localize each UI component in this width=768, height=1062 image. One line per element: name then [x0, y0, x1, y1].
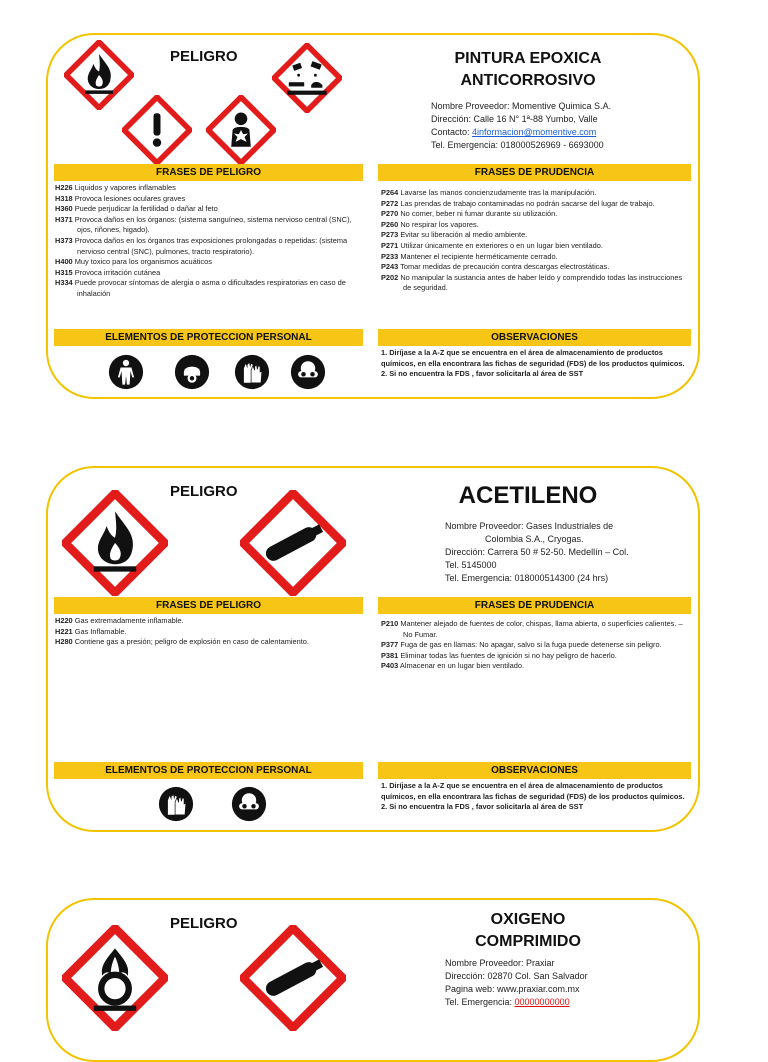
observations-header: OBSERVACIONES	[378, 329, 691, 346]
safety-label-card-acetylene	[46, 466, 700, 832]
precaution-statement: P270 No comer, beber ni fumar durante su utilización.	[381, 209, 558, 219]
precaution-statements-header: FRASES DE PRUDENCIA	[378, 164, 691, 181]
precaution-statement: P273 Evitar su liberación al medio ambiente.	[381, 230, 528, 240]
precaution-statement: P271 Utilizar únicamente en exteriores o en un lugar bien ventilado.	[381, 240, 603, 250]
product-title	[378, 909, 678, 953]
precaution-statement: P381 Eliminar todas las fuentes de ignición si no hay peligro de hacerlo.	[381, 650, 617, 660]
flame-icon	[62, 490, 168, 596]
safety-goggles-icon	[290, 354, 326, 390]
oxidizer-icon	[62, 925, 168, 1031]
supplier-name: Nombre Proveedor: Praxiar	[445, 958, 555, 968]
hazard-statement: H400 Muy toxico para los organismos acuáticos	[55, 257, 212, 267]
product-title-line2: COMPRIMIDO	[475, 933, 581, 950]
hazard-statement: H220 Gas extremadamente inflamable.	[55, 616, 184, 625]
supplier-website: Pagina web: www.praxiar.com.mx	[445, 984, 580, 994]
observation-2: 2. Si no encuentra la FDS , favor solicitarla al área de SST	[381, 369, 584, 379]
supplier-name: Nombre Proveedor: Momentive Quimica S.A.	[431, 101, 612, 111]
safety-goggles-icon	[231, 786, 267, 822]
product-title	[378, 48, 678, 92]
health-hazard-icon	[206, 95, 276, 165]
safety-label-card-epoxy	[46, 33, 700, 399]
supplier-address: Dirección: Calle 16 N° 1ª-88 Yumbo, Valle	[431, 114, 598, 124]
supplier-info	[431, 100, 611, 152]
precaution-statement: P403 Almacenar en un lugar bien ventilado.	[381, 661, 525, 671]
danger-signal-word: PELIGRO	[170, 915, 238, 932]
observation-2: 2. Si no encuentra la FDS , favor solicitarla al área de SST	[381, 802, 584, 812]
gas-cylinder-icon	[240, 925, 346, 1031]
emergency-number: 00000000000	[514, 997, 570, 1007]
precaution-statement: P272 Las prendas de trabajo contaminadas no podrán sacarse del lugar de trabajo.	[381, 198, 655, 208]
precaution-statement: P243 Tomar medidas de precaución contra descargas electrostáticas.	[381, 262, 610, 272]
observations-header: OBSERVACIONES	[378, 762, 691, 779]
supplier-contact	[431, 126, 611, 139]
observations-text	[381, 348, 693, 380]
respirator-mask-icon	[174, 354, 210, 390]
observation-1: 1. Diríjase a la A-Z que se encuentra en el área de almacenamiento de productos químicos, en ella encontrara las fichas de seguridad (FDS) de los productos químicos.	[381, 348, 685, 368]
emergency-phone: Tel. Emergencia: 018000526969 - 6693000	[431, 140, 604, 150]
hazard-statement: H280 Contiene gas a presión; peligro de explosión en caso de calentamiento.	[55, 637, 309, 647]
observations-text	[381, 781, 693, 813]
exclamation-icon	[122, 95, 192, 165]
precaution-statement: P202 No manipular la sustancia antes de haber leído y comprendido todas las instrucciones de seguridad.	[381, 272, 683, 293]
precaution-statement: P210 Mantener alejado de fuentes de color, chispas, llama abierta, o superficies calientes. – No Fumar.	[381, 619, 683, 639]
hazard-statements-header: FRASES DE PELIGRO	[54, 164, 363, 181]
hazard-statement: H360 Puede perjudicar la fertilidad o dañar al feto	[55, 204, 218, 214]
supplier-info	[445, 957, 588, 1009]
safety-label-card-oxygen	[46, 898, 700, 1062]
hazard-statement: H226 Liquidos y vapores inflamables	[55, 183, 176, 192]
emergency-phone	[445, 996, 588, 1009]
supplier-name: Nombre Proveedor: Gases Industriales de	[445, 521, 614, 531]
ppe-header: ELEMENTOS DE PROTECCION PERSONAL	[54, 762, 363, 779]
supplier-address: Dirección: Carrera 50 # 52-50. Medellín – Col.	[445, 547, 629, 557]
hazard-statement: H318 Provoca lesiones oculares graves	[55, 193, 186, 203]
danger-signal-word: PELIGRO	[170, 483, 238, 500]
product-title-line2: ANTICORROSIVO	[460, 72, 596, 89]
hazard-statements-header: FRASES DE PELIGRO	[54, 597, 363, 614]
gloves-icon	[158, 786, 194, 822]
supplier-name-cont: Colombia S.A., Cryogas.	[485, 534, 584, 544]
supplier-phone: Tel. 5145000	[445, 560, 497, 570]
emergency-label: Tel. Emergencia:	[445, 997, 515, 1007]
danger-signal-word: PELIGRO	[170, 48, 238, 65]
hazard-statement: H373 Provoca daños en los órganos tras exposiciones prolongadas o repetidas: (sistema nervioso central (SNC), pulmones, tracto respiratorio).	[55, 235, 348, 256]
hazard-statement: H315 Provoca irritación cutánea	[55, 267, 161, 277]
product-title-line1: OXIGENO	[490, 911, 566, 928]
contact-email-link[interactable]: 4informacion@momentive.com	[472, 127, 597, 137]
observation-1: 1. Diríjase a la A-Z que se encuentra en el área de almacenamiento de productos químicos, en ella encontrara las fichas de seguridad (FDS) de los productos químicos.	[381, 781, 685, 801]
gas-cylinder-icon	[240, 490, 346, 596]
contact-label: Contacto:	[431, 127, 473, 137]
hazard-statement: H371 Provoca daños en los órganos: (sistema sanguíneo, sistema nervioso central (SNC), ojos, riñones, higado).	[55, 214, 352, 235]
supplier-info	[445, 520, 629, 585]
corrosion-icon	[272, 43, 342, 113]
hazard-statement: H221 Gas Inflamable.	[55, 626, 127, 636]
precaution-statements-list	[381, 188, 689, 294]
hazard-statement: H334 Puede provocar síntomas de alergia o asma o dificultades respiratorias en caso de inhalación	[55, 278, 346, 298]
product-title-line1: PINTURA EPOXICA	[454, 50, 602, 67]
precaution-statements-header: FRASES DE PRUDENCIA	[378, 597, 691, 614]
hazard-statements-list	[55, 616, 360, 648]
hazard-statements-list	[55, 183, 360, 300]
precaution-statement: P377 Fuga de gas en llamas: No apagar, salvo si la fuga puede detenerse sin peligro.	[381, 640, 662, 650]
precaution-statement: P260 No respirar los vapores.	[381, 219, 479, 229]
supplier-address: Dirección: 02870 Col. San Salvador	[445, 971, 588, 981]
precaution-statement: P264 Lavarse las manos concienzudamente tras la manipulación.	[381, 188, 597, 197]
precaution-statement: P233 Mantener el recipiente herméticamente cerrado.	[381, 251, 558, 261]
ppe-header: ELEMENTOS DE PROTECCION PERSONAL	[54, 329, 363, 346]
protective-suit-icon	[108, 354, 144, 390]
product-title: ACETILENO	[458, 482, 598, 509]
emergency-phone: Tel. Emergencia: 018000514300 (24 hrs)	[445, 573, 609, 583]
precaution-statements-list	[381, 619, 689, 672]
gloves-icon	[234, 354, 270, 390]
